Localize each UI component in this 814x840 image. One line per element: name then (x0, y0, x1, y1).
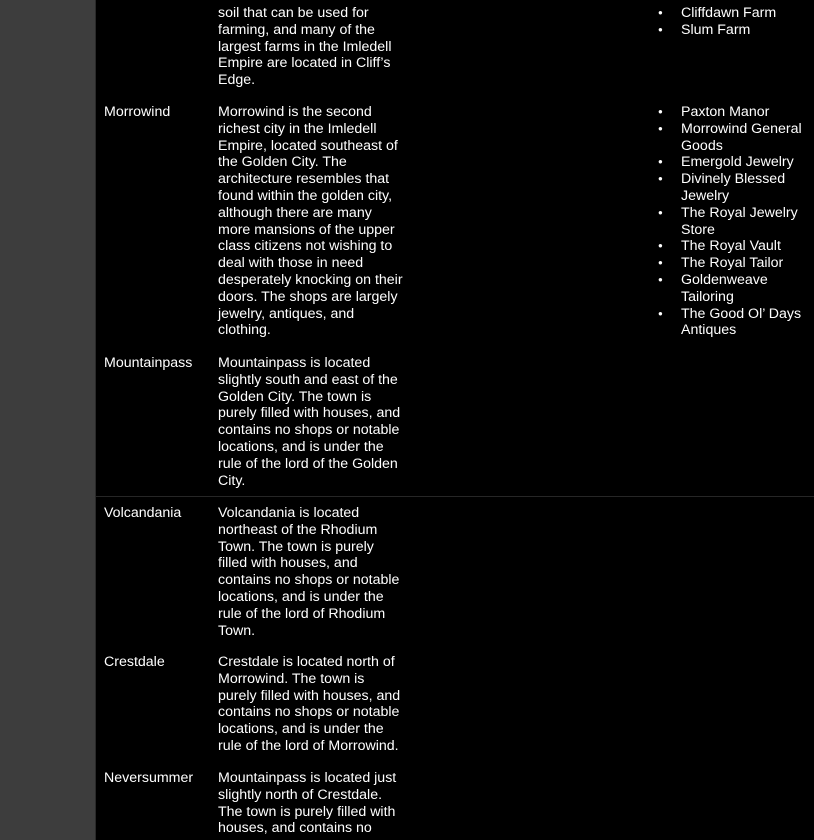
description-line: locations, and is under the (218, 438, 384, 455)
places-list (656, 5, 814, 39)
location-name: Mountainpass (104, 355, 193, 371)
description-line: more mansions of the upper (218, 221, 395, 238)
location-description (218, 505, 414, 639)
description-line: Empire, located southeast of (218, 137, 398, 154)
description-line: purely filled with houses, and (218, 687, 401, 704)
description-line: although there are many (218, 204, 372, 221)
description-line: deal with those in need (218, 255, 364, 272)
location-description (218, 104, 414, 339)
description-line: Crestdale is located north of (218, 654, 395, 670)
description-line: contains no shops or notable (218, 704, 400, 721)
document-page (95, 0, 814, 840)
description-line: rule of the lord of Morrowind. (218, 737, 399, 754)
place-name-line: ● Slum Farm (681, 21, 751, 38)
description-line: farming, and many of the (218, 21, 375, 38)
description-line: rule of the lord of Rhodium (218, 605, 386, 622)
description-line: found within the golden city, (218, 187, 393, 204)
place-list-item (656, 272, 814, 306)
description-line: doors. The shops are largely (218, 288, 398, 305)
place-list-item (656, 22, 814, 39)
location-name: Crestdale (104, 654, 165, 670)
place-list-item (656, 238, 814, 255)
description-line: locations, and is under the (218, 721, 384, 738)
description-line: jewelry, antiques, and (218, 305, 355, 322)
description-line: The town is purely filled with (218, 803, 396, 820)
place-list-item (656, 306, 814, 340)
description-line: soil that can be used for (218, 5, 369, 21)
description-line: locations, and is under the (218, 588, 384, 605)
place-name-line: ● Emergold Jewelry (681, 154, 794, 171)
description-line: Golden City. The town is (218, 388, 372, 405)
location-description (218, 654, 414, 755)
description-line: largest farms in the Imledell (218, 38, 392, 55)
place-list-item (656, 171, 814, 205)
description-line: architecture resembles that (218, 171, 390, 188)
place-list-item (656, 205, 814, 239)
place-name-line: ● Paxton Manor (681, 104, 770, 120)
description-line: Morrowind is the second (218, 104, 372, 120)
place-list-item (656, 121, 814, 155)
place-name-line: ● Morrowind General (681, 120, 802, 137)
description-line: City. (218, 472, 246, 489)
description-line: houses, and contains no (218, 820, 372, 837)
location-description (218, 355, 414, 489)
place-name-line: ● Goldenweave (681, 271, 768, 288)
location-name: Volcandania (104, 505, 182, 521)
description-line: Town. (218, 622, 256, 639)
location-name: Morrowind (104, 104, 171, 120)
place-name-line: ● The Good Ol’ Days (681, 305, 802, 322)
description-line: the Golden City. The (218, 154, 347, 171)
location-description (218, 5, 414, 89)
description-line: slightly south and east of the (218, 371, 398, 388)
place-name-line: Tailoring (681, 288, 734, 305)
place-name-line: Jewelry (681, 187, 730, 204)
place-name-line: ● Divinely Blessed (681, 171, 786, 188)
place-list-item (656, 154, 814, 171)
place-list-item (656, 5, 814, 22)
location-description (218, 770, 414, 837)
description-line: Volcandania is located (218, 505, 360, 521)
place-name-line: Goods (681, 137, 723, 154)
place-name-line: ● Cliffdawn Farm (681, 5, 777, 21)
description-line: slightly north of Crestdale. (218, 786, 383, 803)
left-margin-bar (0, 0, 95, 840)
description-line: Town. The town is purely (218, 538, 374, 555)
table-divider (96, 496, 814, 497)
description-line: Mountainpass is located just (218, 770, 397, 786)
description-line: filled with houses, and (218, 555, 358, 572)
place-list-item (656, 255, 814, 272)
place-name-line: ● The Royal Vault (681, 238, 781, 255)
description-line: Empire are located in Cliff’s (218, 55, 391, 72)
description-line: richest city in the Imledell (218, 120, 377, 137)
places-list (656, 104, 814, 339)
description-line: contains no shops or notable (218, 422, 400, 439)
place-name-line: ● The Royal Jewelry (681, 204, 798, 221)
place-name-line: Store (681, 221, 715, 238)
description-line: class citizens not wishing to (218, 238, 393, 255)
description-line: Morrowind. The town is (218, 670, 365, 687)
description-line: northeast of the Rhodium (218, 521, 378, 538)
place-name-line: Antiques (681, 322, 737, 339)
place-list-item (656, 104, 814, 121)
description-line: desperately knocking on their (218, 271, 403, 288)
description-line: Edge. (218, 72, 256, 89)
description-line: clothing. (218, 322, 271, 339)
place-name-line: ● The Royal Tailor (681, 255, 784, 272)
description-line: rule of the lord of the Golden (218, 455, 398, 472)
description-line: purely filled with houses, and (218, 405, 401, 422)
description-line: contains no shops or notable (218, 572, 400, 589)
location-name: Neversummer (104, 770, 194, 786)
description-line: Mountainpass is located (218, 355, 371, 371)
